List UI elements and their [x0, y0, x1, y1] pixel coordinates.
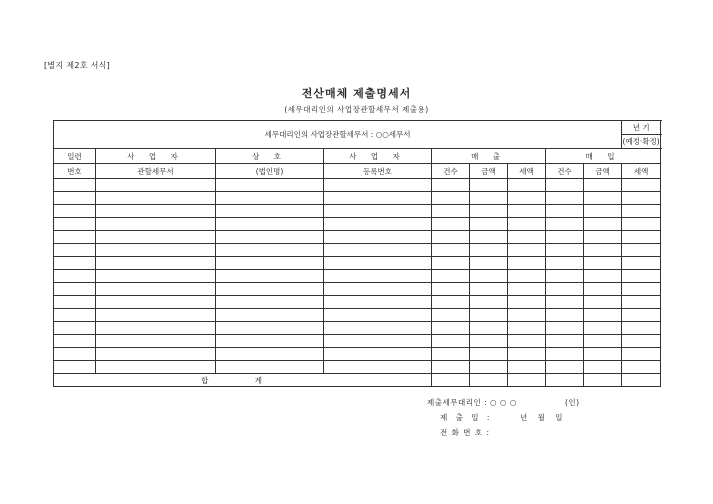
- table-row: [54, 244, 661, 257]
- table-cell[interactable]: [54, 270, 96, 283]
- table-cell[interactable]: [584, 270, 622, 283]
- table-cell[interactable]: [470, 309, 508, 322]
- table-cell[interactable]: [54, 205, 96, 218]
- table-cell[interactable]: [584, 244, 622, 257]
- table-cell[interactable]: [622, 322, 661, 335]
- total-label: 합 계: [54, 374, 432, 387]
- table-cell[interactable]: [584, 179, 622, 192]
- table-cell[interactable]: [96, 361, 216, 374]
- table-cell[interactable]: [584, 283, 622, 296]
- table-cell[interactable]: [54, 296, 96, 309]
- table-cell[interactable]: [508, 335, 546, 348]
- table-cell[interactable]: [324, 296, 432, 309]
- table-cell[interactable]: [216, 192, 324, 205]
- table-cell[interactable]: [216, 335, 324, 348]
- table-cell[interactable]: [622, 335, 661, 348]
- trade-name-header-bottom: (법인명): [216, 164, 324, 179]
- table-cell[interactable]: [54, 257, 96, 270]
- table-cell[interactable]: [470, 283, 508, 296]
- table-cell[interactable]: [584, 231, 622, 244]
- table-cell[interactable]: [584, 361, 622, 374]
- table-cell[interactable]: [432, 335, 470, 348]
- table-cell[interactable]: [216, 257, 324, 270]
- table-cell[interactable]: [546, 296, 584, 309]
- table-cell[interactable]: [584, 205, 622, 218]
- table-cell[interactable]: [432, 322, 470, 335]
- table-row: [54, 361, 661, 374]
- table-cell[interactable]: [432, 231, 470, 244]
- table-cell[interactable]: [54, 244, 96, 257]
- table-cell[interactable]: [508, 283, 546, 296]
- table-cell[interactable]: [470, 322, 508, 335]
- table-cell[interactable]: [470, 361, 508, 374]
- table-row: [54, 283, 661, 296]
- table-cell[interactable]: [470, 296, 508, 309]
- table-cell[interactable]: [546, 322, 584, 335]
- table-cell[interactable]: [324, 309, 432, 322]
- table-cell[interactable]: [96, 270, 216, 283]
- table-cell[interactable]: [216, 361, 324, 374]
- table-cell[interactable]: [470, 270, 508, 283]
- purchase-amount-header: 금액: [584, 164, 622, 179]
- table-cell[interactable]: [546, 205, 584, 218]
- table-cell[interactable]: [470, 348, 508, 361]
- table-cell[interactable]: [508, 296, 546, 309]
- table-cell[interactable]: [546, 218, 584, 231]
- table-cell[interactable]: [324, 322, 432, 335]
- sales-header: 매 출: [432, 149, 546, 164]
- table-cell[interactable]: [432, 270, 470, 283]
- total-cell: [622, 374, 661, 387]
- table-cell[interactable]: [96, 335, 216, 348]
- table-cell[interactable]: [584, 192, 622, 205]
- table-cell[interactable]: [54, 335, 96, 348]
- table-cell[interactable]: [622, 296, 661, 309]
- table-cell[interactable]: [622, 348, 661, 361]
- table-cell[interactable]: [546, 283, 584, 296]
- table-cell[interactable]: [470, 218, 508, 231]
- table-cell[interactable]: [432, 244, 470, 257]
- table-cell[interactable]: [584, 296, 622, 309]
- table-cell[interactable]: [470, 192, 508, 205]
- table-cell[interactable]: [96, 283, 216, 296]
- table-row: [54, 335, 661, 348]
- table-cell[interactable]: [96, 244, 216, 257]
- table-cell[interactable]: [622, 192, 661, 205]
- table-cell[interactable]: [584, 348, 622, 361]
- table-cell[interactable]: [216, 309, 324, 322]
- table-cell[interactable]: [508, 348, 546, 361]
- submission-table: [53, 120, 661, 387]
- table-cell[interactable]: [324, 335, 432, 348]
- table-cell[interactable]: [546, 270, 584, 283]
- table-cell[interactable]: [432, 257, 470, 270]
- table-cell[interactable]: [622, 361, 661, 374]
- table-cell[interactable]: [216, 296, 324, 309]
- serial-header-top: 일련: [54, 149, 96, 164]
- table-cell[interactable]: [216, 218, 324, 231]
- table-cell[interactable]: [96, 348, 216, 361]
- table-cell[interactable]: [508, 257, 546, 270]
- table-cell[interactable]: [546, 335, 584, 348]
- table-cell[interactable]: [622, 244, 661, 257]
- table-cell[interactable]: [622, 270, 661, 283]
- total-cell: [432, 374, 470, 387]
- table-cell[interactable]: [508, 361, 546, 374]
- table-cell[interactable]: [54, 179, 96, 192]
- table-row: [54, 192, 661, 205]
- year-term-cell: 년 기: [622, 121, 661, 135]
- table-cell[interactable]: [546, 361, 584, 374]
- table-cell[interactable]: [324, 205, 432, 218]
- table-cell[interactable]: [216, 179, 324, 192]
- table-cell[interactable]: [622, 231, 661, 244]
- purchase-count-header: 건수: [546, 164, 584, 179]
- table-cell[interactable]: [96, 322, 216, 335]
- table-cell[interactable]: [622, 205, 661, 218]
- biz-office-header-top: 사 업 자: [96, 149, 216, 164]
- table-cell[interactable]: [508, 322, 546, 335]
- table-cell[interactable]: [54, 283, 96, 296]
- table-cell[interactable]: [584, 309, 622, 322]
- purchase-tax-header: 세액: [622, 164, 661, 179]
- table-cell[interactable]: [432, 283, 470, 296]
- table-cell[interactable]: [324, 218, 432, 231]
- table-cell[interactable]: [508, 231, 546, 244]
- purchase-header: 매 입: [546, 149, 661, 164]
- table-cell[interactable]: [584, 322, 622, 335]
- table-cell[interactable]: [432, 361, 470, 374]
- sales-tax-header: 세액: [508, 164, 546, 179]
- table-cell[interactable]: [216, 322, 324, 335]
- table-cell[interactable]: [432, 205, 470, 218]
- table-cell[interactable]: [470, 257, 508, 270]
- table-cell[interactable]: [470, 244, 508, 257]
- reg-number-header-top: 사 업 자: [324, 149, 432, 164]
- table-cell[interactable]: [432, 218, 470, 231]
- table-cell[interactable]: [508, 179, 546, 192]
- table-cell[interactable]: [54, 231, 96, 244]
- table-cell[interactable]: [584, 218, 622, 231]
- table-cell[interactable]: [432, 179, 470, 192]
- submitting-agent: 제출세무대리인 : ○ ○ ○: [427, 398, 517, 407]
- table-cell[interactable]: [508, 205, 546, 218]
- table-cell[interactable]: [324, 257, 432, 270]
- table-cell[interactable]: [584, 257, 622, 270]
- table-cell[interactable]: [432, 192, 470, 205]
- submission-date-value: 년 월 일: [520, 413, 567, 422]
- table-cell[interactable]: [546, 348, 584, 361]
- table-cell[interactable]: [470, 205, 508, 218]
- table-cell[interactable]: [216, 283, 324, 296]
- table-cell[interactable]: [546, 192, 584, 205]
- table-row: [54, 257, 661, 270]
- document-subtitle: (세무대리인의 사업장관할세무서 제출용): [284, 105, 429, 114]
- table-cell[interactable]: [324, 179, 432, 192]
- table-row: [54, 179, 661, 192]
- table-cell[interactable]: [622, 257, 661, 270]
- table-row: [54, 348, 661, 361]
- table-cell[interactable]: [546, 231, 584, 244]
- table-cell[interactable]: [470, 231, 508, 244]
- table-cell[interactable]: [324, 361, 432, 374]
- table-cell[interactable]: [432, 296, 470, 309]
- table-cell[interactable]: [54, 361, 96, 374]
- table-cell[interactable]: [622, 309, 661, 322]
- table-cell[interactable]: [216, 270, 324, 283]
- table-cell[interactable]: [622, 218, 661, 231]
- document-title: 전산매체 제출명세서: [301, 87, 412, 100]
- table-cell[interactable]: [622, 283, 661, 296]
- table-cell[interactable]: [546, 309, 584, 322]
- filing-status-cell: (예정·확정): [622, 135, 661, 149]
- table-cell[interactable]: [546, 244, 584, 257]
- table-row: [54, 218, 661, 231]
- table-cell[interactable]: [96, 192, 216, 205]
- table-row: [54, 309, 661, 322]
- seal-mark: (인): [565, 398, 580, 407]
- table-cell[interactable]: [508, 270, 546, 283]
- table-cell[interactable]: [96, 218, 216, 231]
- table-cell[interactable]: [324, 283, 432, 296]
- form-number-label: [별지 제2호 서식]: [44, 61, 111, 70]
- table-cell[interactable]: [324, 244, 432, 257]
- phone-number-label: 전 화 번 호 :: [440, 428, 491, 437]
- reg-number-header-bottom: 등록번호: [324, 164, 432, 179]
- table-cell[interactable]: [54, 322, 96, 335]
- table-row: [54, 231, 661, 244]
- table-cell[interactable]: [96, 179, 216, 192]
- table-cell[interactable]: [216, 244, 324, 257]
- table-cell[interactable]: [508, 218, 546, 231]
- table-cell[interactable]: [432, 309, 470, 322]
- table-cell[interactable]: [324, 348, 432, 361]
- table-cell[interactable]: [546, 179, 584, 192]
- table-cell[interactable]: [622, 179, 661, 192]
- table-cell[interactable]: [216, 348, 324, 361]
- table-cell[interactable]: [96, 205, 216, 218]
- table-cell[interactable]: [508, 192, 546, 205]
- table-cell[interactable]: [96, 231, 216, 244]
- table-cell[interactable]: [54, 348, 96, 361]
- table-cell[interactable]: [584, 335, 622, 348]
- total-cell: [584, 374, 622, 387]
- table-cell[interactable]: [508, 244, 546, 257]
- tax-office-line: 세무대리인의 사업장관할세무서 : ○○세무서: [54, 121, 622, 149]
- sales-amount-header: 금액: [470, 164, 508, 179]
- table-cell[interactable]: [470, 335, 508, 348]
- table-row: [54, 270, 661, 283]
- table-cell[interactable]: [216, 231, 324, 244]
- table-cell[interactable]: [432, 348, 470, 361]
- table-cell[interactable]: [54, 309, 96, 322]
- trade-name-header-top: 상 호: [216, 149, 324, 164]
- table-cell[interactable]: [96, 309, 216, 322]
- sales-count-header: 건수: [432, 164, 470, 179]
- total-cell: [508, 374, 546, 387]
- table-cell[interactable]: [324, 192, 432, 205]
- serial-header-bottom: 번호: [54, 164, 96, 179]
- table-cell[interactable]: [96, 257, 216, 270]
- submission-date-label: 제 출 일 :: [440, 413, 493, 422]
- table-cell[interactable]: [324, 270, 432, 283]
- total-cell: [546, 374, 584, 387]
- table-cell[interactable]: [508, 309, 546, 322]
- table-row: [54, 296, 661, 309]
- table-cell[interactable]: [54, 218, 96, 231]
- table-cell[interactable]: [324, 231, 432, 244]
- total-cell: [470, 374, 508, 387]
- biz-office-header-bottom: 관할세무서: [96, 164, 216, 179]
- table-cell[interactable]: [470, 179, 508, 192]
- table-cell[interactable]: [546, 257, 584, 270]
- table-cell[interactable]: [216, 205, 324, 218]
- table-row: [54, 322, 661, 335]
- table-cell[interactable]: [54, 192, 96, 205]
- table-row: [54, 205, 661, 218]
- table-cell[interactable]: [96, 296, 216, 309]
